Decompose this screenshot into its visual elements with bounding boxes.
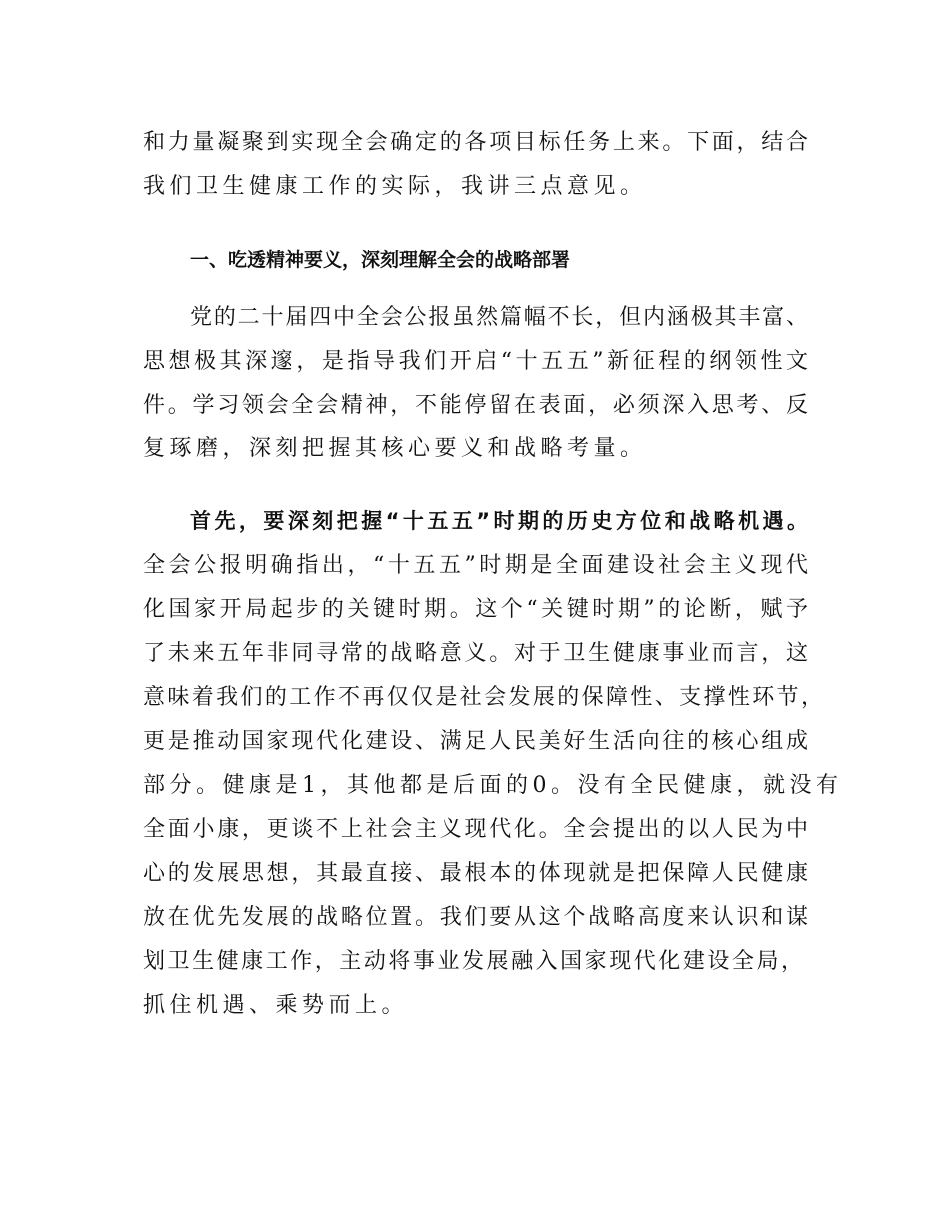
- text-line: 和力量凝聚到实现全会确定的各项目标任务上来。下面，结合: [143, 130, 808, 155]
- text-line: 件。学习领会全会精神，不能停留在表面，必须深入思考、反: [143, 393, 808, 418]
- text-line: 心的发展思想，其最直接、最根本的体现就是把保障人民健康: [143, 861, 808, 886]
- text-line: 我们卫生健康工作的实际，我讲三点意见。: [143, 174, 647, 199]
- text-line: 意味着我们的工作不再仅仅是社会发展的保障性、支撑性环节，: [143, 685, 823, 710]
- text-line: 党的二十届四中全会公报虽然篇幅不长，但内涵极其丰富、: [190, 305, 808, 330]
- text-line: 复琢磨，深刻把握其核心要义和战略考量。: [143, 436, 647, 461]
- text-line: 抓住机遇、乘势而上。: [143, 993, 409, 1018]
- text-line: 全面小康，更谈不上社会主义现代化。全会提出的以人民为中: [143, 817, 808, 842]
- text-line: 全会公报明确指出，“十五五”时期是全面建设社会主义现代: [143, 553, 808, 578]
- text-line: 更是推动国家现代化建设、满足人民美好生活向往的核心组成: [143, 729, 808, 754]
- text-line: 部分。健康是1，其他都是后面的0。没有全民健康，就没有: [143, 773, 843, 798]
- bold-lead-sentence: 首先，要深刻把握“十五五”时期的历史方位和战略机遇。: [190, 509, 808, 533]
- text-line: 思想极其深邃，是指导我们开启“十五五”新征程的纲领性文: [143, 349, 808, 374]
- section-heading: 一、吃透精神要义，深刻理解全会的战略部署: [190, 249, 571, 271]
- text-line: 化国家开局起步的关键时期。这个“关键时期”的论断，赋予: [143, 597, 808, 622]
- text-line: 划卫生健康工作，主动将事业发展融入国家现代化建设全局，: [143, 949, 803, 974]
- text-line: 了未来五年非同寻常的战略意义。对于卫生健康事业而言，这: [143, 641, 808, 666]
- text-line: 放在优先发展的战略位置。我们要从这个战略高度来认识和谋: [143, 905, 808, 930]
